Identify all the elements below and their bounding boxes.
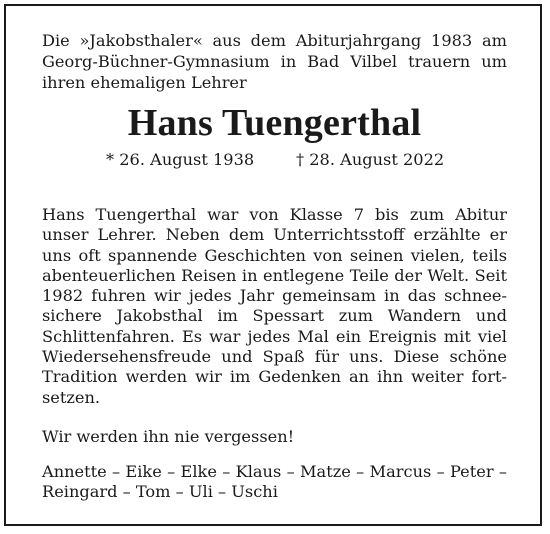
- signatures: Annette – Eike – Elke – Klaus – Matze – Marcus – Peter – Reingard – Tom – Uli – Uschi: [42, 462, 507, 501]
- tribute-text: Hans Tuengerthal war von Klasse 7 bis zum Abitur unser Lehrer. Neben dem Unterrichtsstoff erzählte er uns oft spannende Geschichten von seinen vielen, teils abenteuerlichen Reisen in entlegene Teile der Welt. Seit 1982 fuhren wir jedes Jahr gemeinsam in das schneesichere Jakobsthal im Spessart zum Wandern und Schlittenfahren. Es war jedes Mal ein Ereignis mit viel Wiedersehensfreude und Spaß für uns. Diese schöne Tradition werden wir im Gedenken an ihn weiter fortsetzen.: [42, 205, 507, 407]
- intro-text: Die »Jakobsthaler« aus dem Abiturjahrgang 1983 am Georg-Büchner-Gymnasium in Bad Vilbel trauern um ihren ehemaligen Lehrer: [42, 31, 507, 92]
- death-date: † 28. August 2022: [296, 150, 445, 169]
- birth-date: * 26. August 1938: [106, 150, 255, 169]
- deceased-name: Hans Tuengerthal: [127, 102, 422, 144]
- closing-line: Wir werden ihn nie vergessen!: [42, 427, 295, 446]
